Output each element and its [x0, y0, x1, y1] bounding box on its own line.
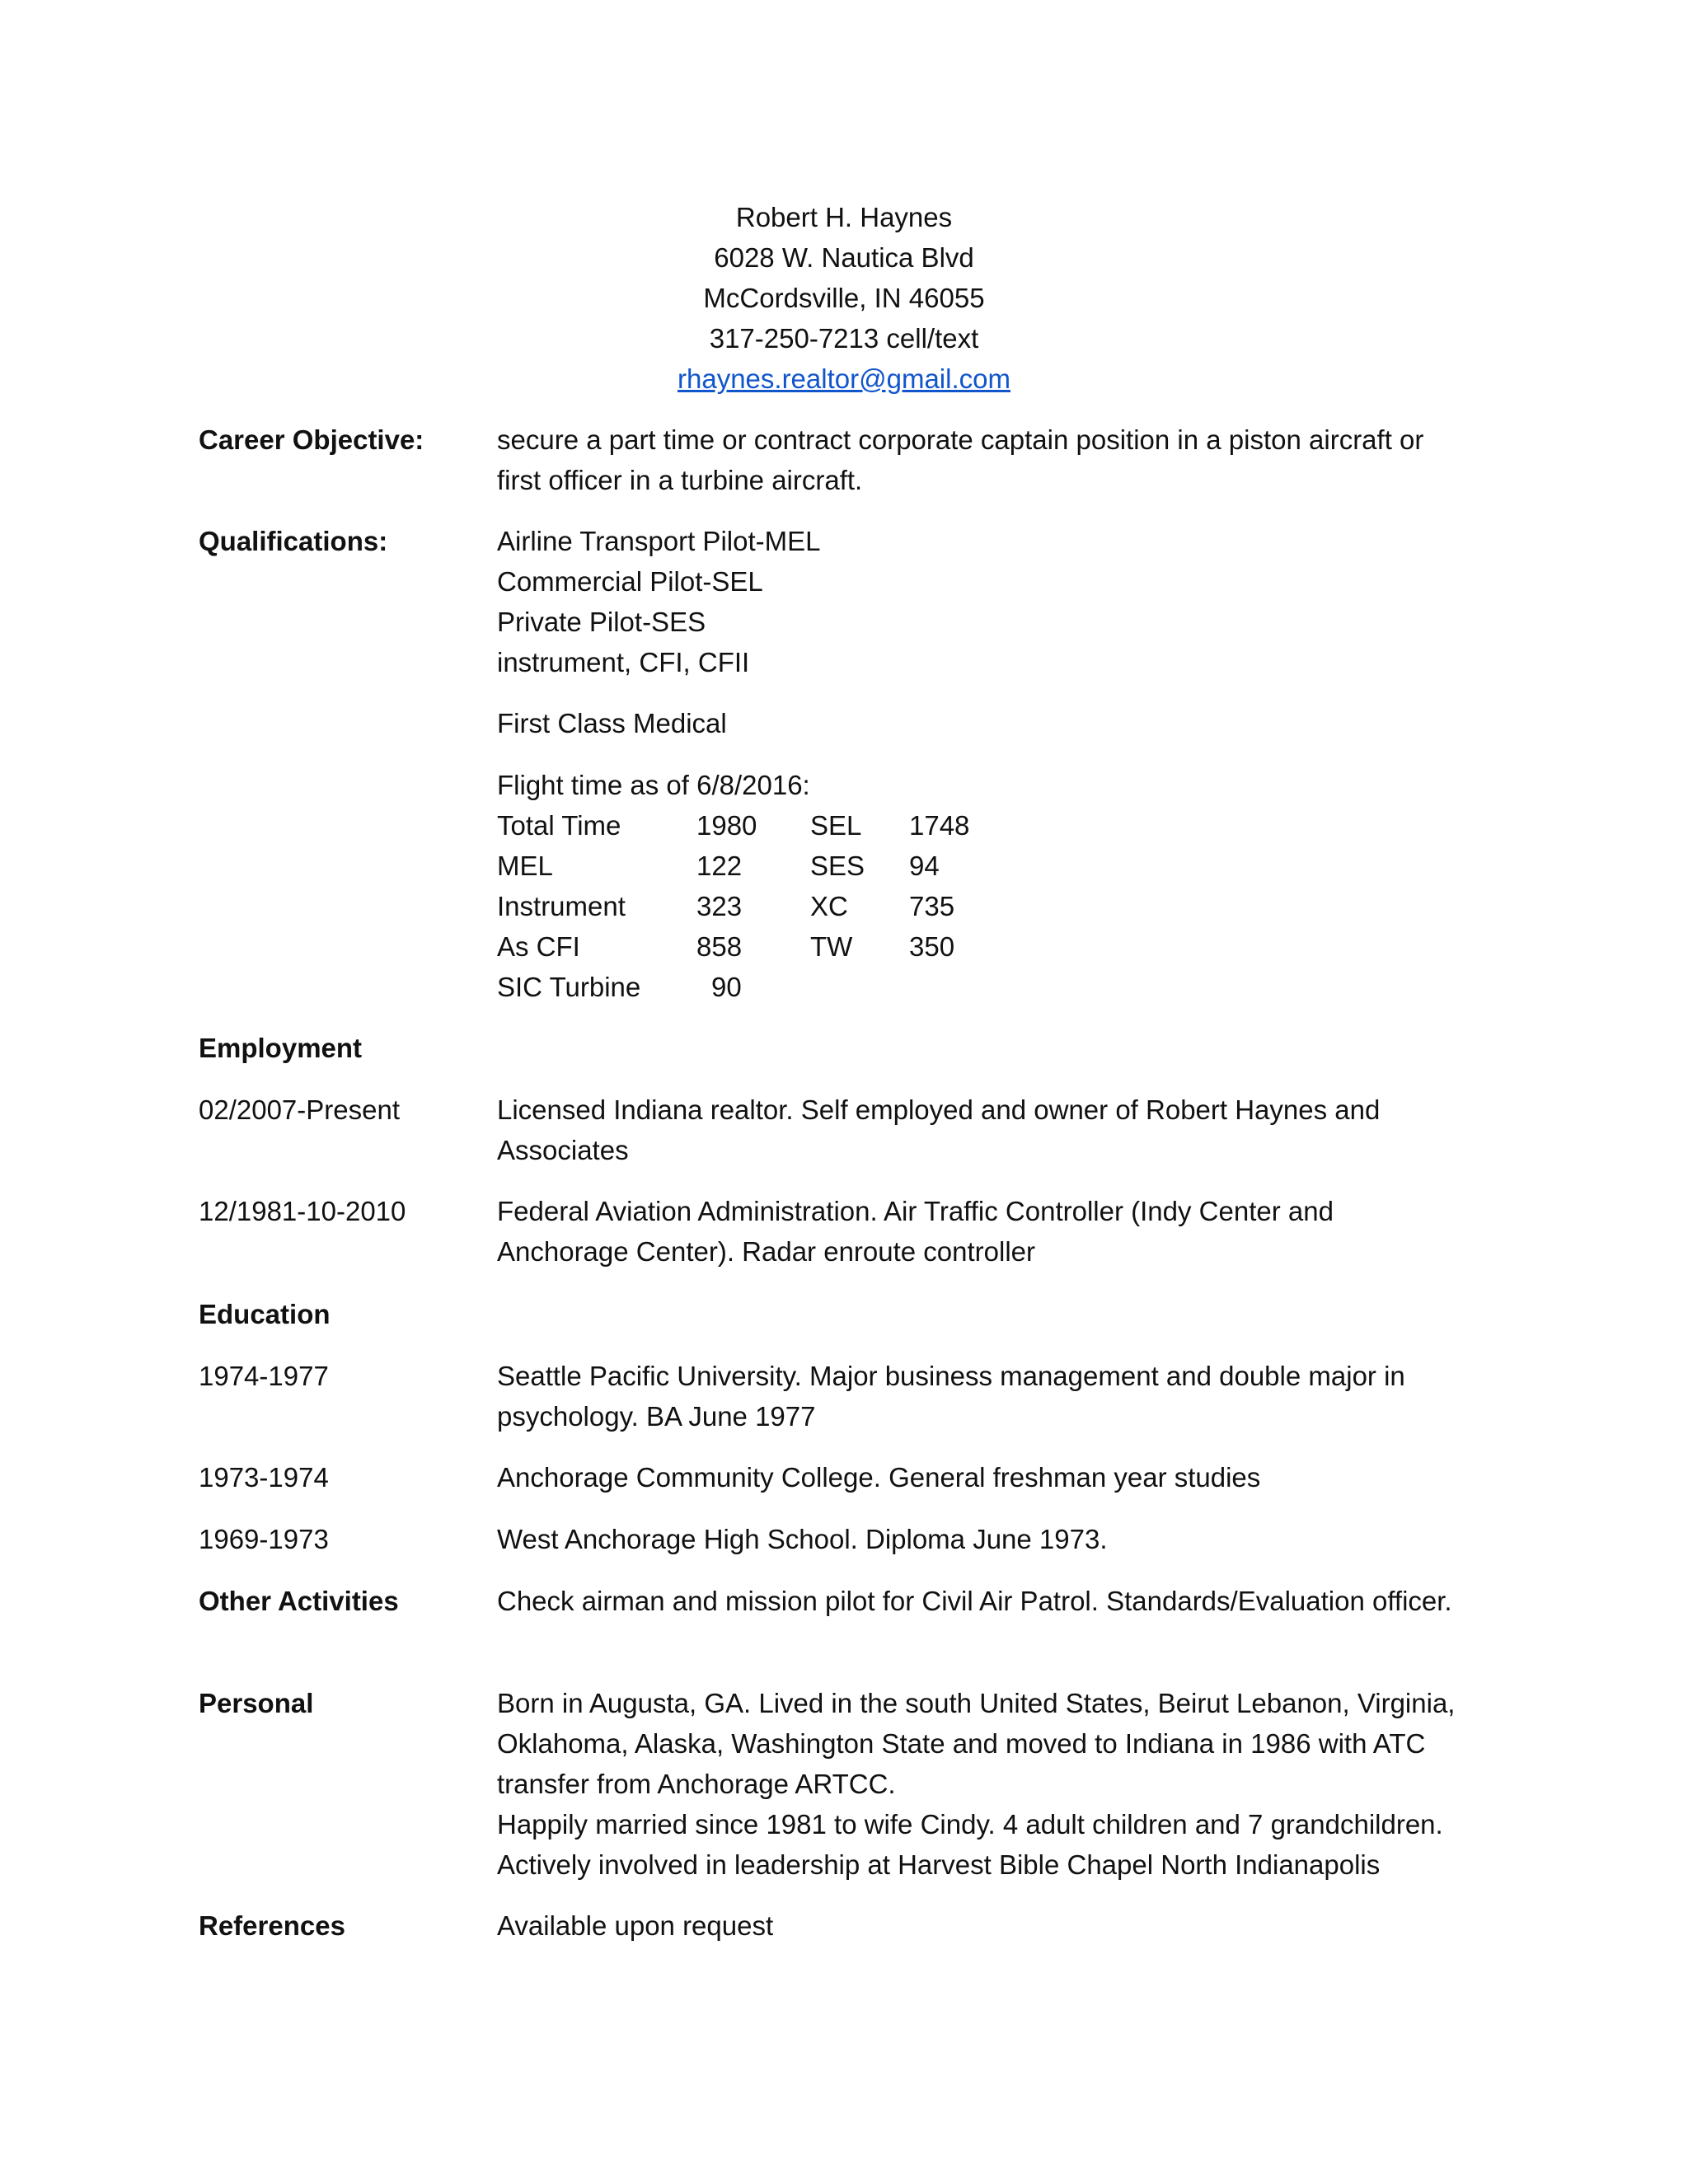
employment-description-line: Licensed Indiana realtor. Self employed and owner of Robert Haynes and — [497, 1094, 1381, 1125]
education-description-line: psychology. BA June 1977 — [497, 1401, 816, 1432]
employment-dates: 12/1981-10-2010 — [199, 1196, 406, 1226]
flight-time-category — [810, 967, 909, 1007]
flight-time-category: SEL — [810, 810, 862, 841]
flight-time-category: MEL — [497, 851, 553, 881]
flight-time-hours: 735 — [909, 891, 955, 921]
qualifications-label: Qualifications: — [199, 526, 388, 556]
personal-line: Actively involved in leadership at Harvest Bible Chapel North Indianapolis — [497, 1849, 1381, 1880]
flight-time-hours: 350 — [909, 931, 955, 962]
flight-time-hours: 90 — [711, 972, 742, 1002]
education-description-line: Seattle Pacific University. Major business management and double major in — [497, 1361, 1405, 1391]
personal-line: Oklahoma, Alaska, Washington State and moved to Indiana in 1986 with ATC — [497, 1728, 1426, 1759]
references-text: Available upon request — [497, 1910, 774, 1941]
career-objective-line-1: secure a part time or contract corporate captain position in a piston aircraft or — [497, 424, 1424, 455]
flight-time-row — [497, 926, 1008, 967]
flight-time-row — [497, 967, 1008, 1007]
flight-time-category: TW — [810, 931, 853, 962]
flight-time-table — [497, 805, 1008, 1007]
education-description-line: West Anchorage High School. Diploma June 1973. — [497, 1524, 1108, 1554]
flight-time-category: As CFI — [497, 931, 580, 962]
cert-item: instrument, CFI, CFII — [497, 647, 750, 677]
personal-line: Born in Augusta, GA. Lived in the south United States, Beirut Lebanon, Virginia, — [497, 1688, 1456, 1718]
flight-time-hours: 94 — [909, 851, 940, 881]
email-link[interactable]: rhaynes.realtor@gmail.com — [678, 363, 1010, 394]
personal-line: transfer from Anchorage ARTCC. — [497, 1769, 896, 1799]
flight-time-hours: 122 — [696, 851, 743, 881]
flight-time-hours: 1748 — [909, 810, 970, 841]
cert-item: Airline Transport Pilot-MEL — [497, 526, 821, 556]
flight-time-hours: 1980 — [696, 810, 757, 841]
education-heading: Education — [199, 1299, 331, 1329]
flight-time-hours: 858 — [696, 931, 743, 962]
employment-dates: 02/2007-Present — [199, 1094, 401, 1125]
flight-time-category: SIC Turbine — [497, 972, 641, 1002]
flight-time-hours — [909, 967, 1008, 1007]
employment-description-line: Associates — [497, 1135, 629, 1165]
flight-time-row — [497, 886, 1008, 926]
employment-description-line: Anchorage Center). Radar enroute controller — [497, 1236, 1036, 1267]
career-objective-label: Career Objective: — [199, 424, 424, 455]
flight-time-row — [497, 846, 1008, 886]
education-dates: 1974-1977 — [199, 1361, 329, 1391]
contact-header — [0, 197, 1688, 399]
employment-description-line: Federal Aviation Administration. Air Traffic Controller (Indy Center and — [497, 1196, 1334, 1226]
references-label: References — [199, 1910, 345, 1941]
education-description-line: Anchorage Community College. General freshman year studies — [497, 1462, 1261, 1493]
flight-time-category: Instrument — [497, 891, 626, 921]
employment-heading: Employment — [199, 1033, 363, 1063]
education-dates: 1969-1973 — [199, 1524, 329, 1554]
career-objective-line-2: first officer in a turbine aircraft. — [497, 465, 863, 495]
phone-number: 317-250-7213 cell/text — [709, 323, 979, 354]
flight-time-row — [497, 805, 1008, 846]
personal-label: Personal — [199, 1688, 314, 1718]
address-line-1: 6028 W. Nautica Blvd — [714, 242, 974, 273]
address-line-2: McCordsville, IN 46055 — [703, 283, 985, 313]
applicant-name: Robert H. Haynes — [735, 202, 953, 232]
other-activities-label: Other Activities — [199, 1586, 399, 1616]
other-activities-text: Check airman and mission pilot for Civil Air Patrol. Standards/Evaluation officer. — [497, 1586, 1452, 1616]
flight-time-title: Flight time as of 6/8/2016: — [497, 770, 810, 800]
personal-line: Happily married since 1981 to wife Cindy. 4 adult children and 7 grandchildren. — [497, 1809, 1443, 1840]
flight-time-category: XC — [810, 891, 848, 921]
education-dates: 1973-1974 — [199, 1462, 329, 1493]
medical-certificate: First Class Medical — [497, 708, 727, 738]
cert-item: Private Pilot-SES — [497, 607, 706, 637]
flight-time-category: Total Time — [497, 810, 621, 841]
cert-item: Commercial Pilot-SEL — [497, 566, 763, 597]
flight-time-category: SES — [810, 851, 865, 881]
flight-time-hours: 323 — [696, 891, 743, 921]
